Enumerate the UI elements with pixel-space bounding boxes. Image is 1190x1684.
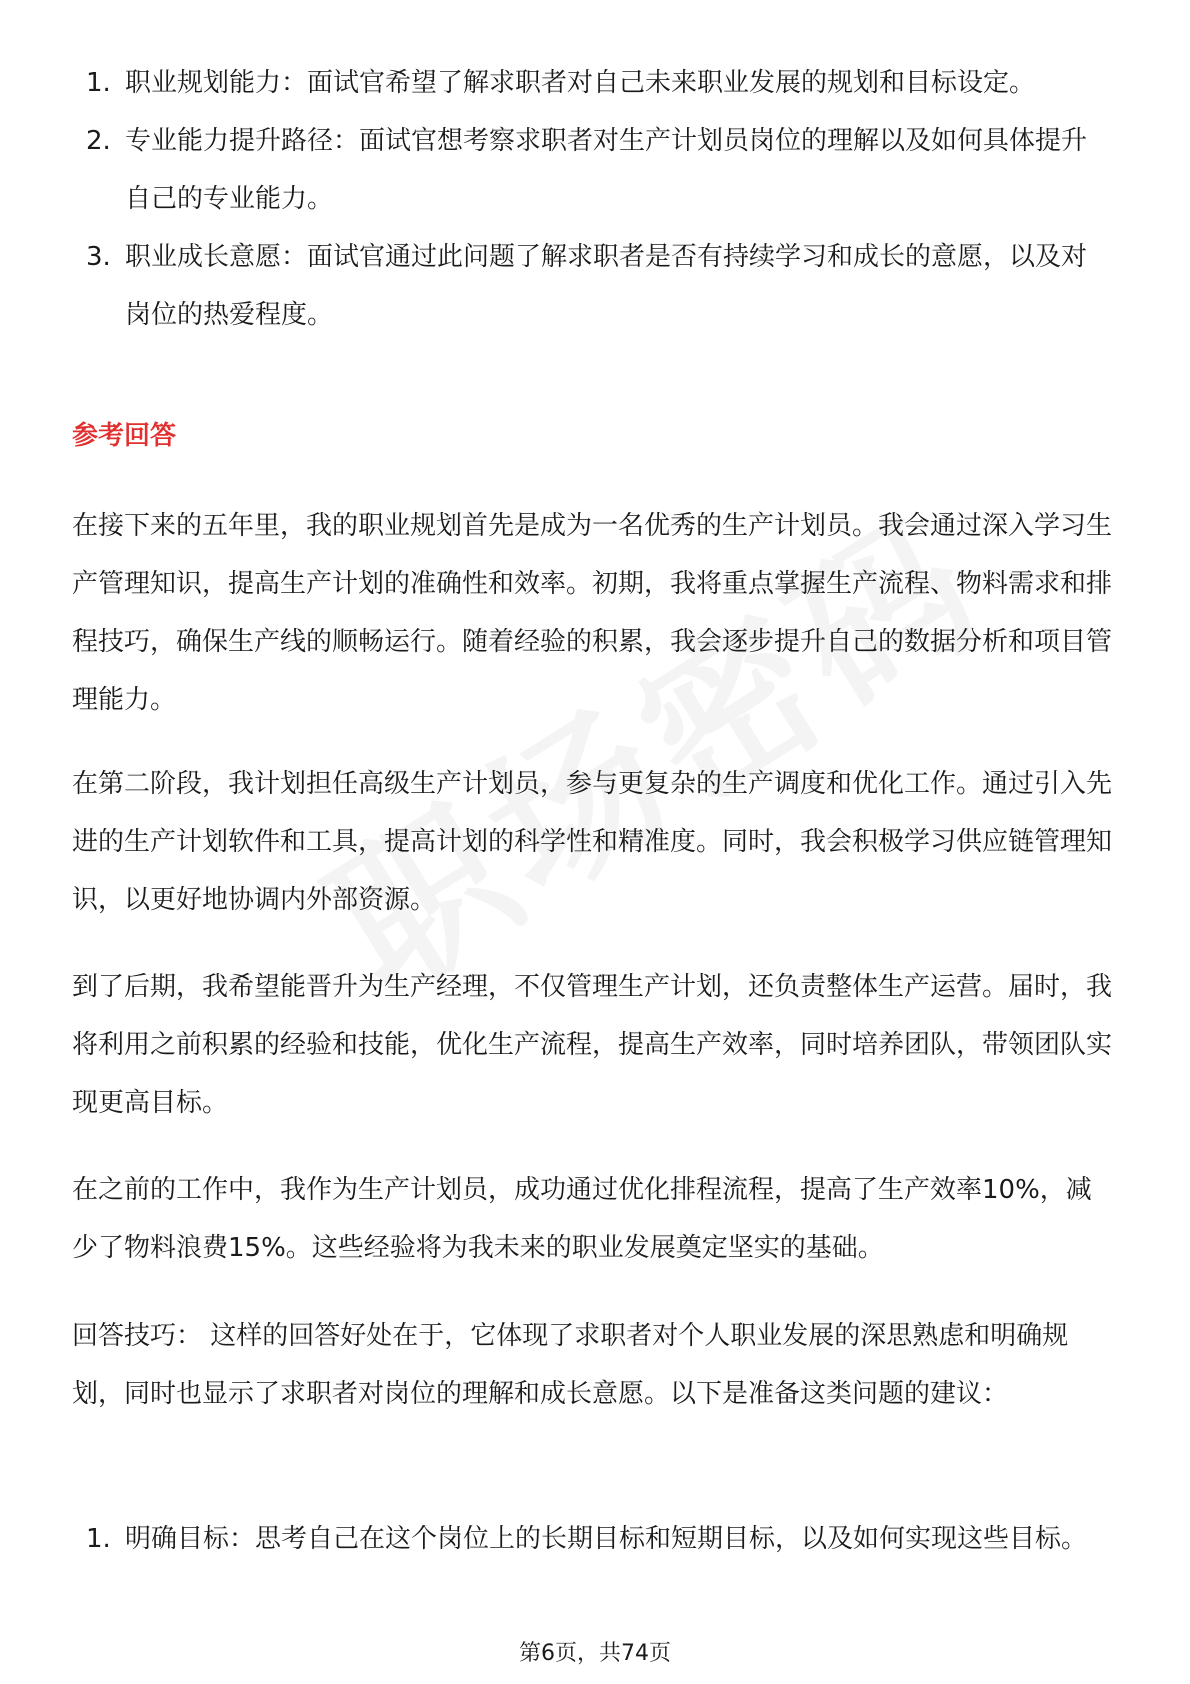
section-heading: 参考回答: [72, 421, 177, 451]
question-intent-list: [72, 54, 1112, 344]
list-number: 3.: [86, 242, 111, 272]
list-item-text: 专业能力提升路径：面试官想考察求职者对生产计划员岗位的理解以及如何具体提升自己的专业能力。: [125, 126, 1088, 214]
list-item-text: 职业成长意愿：面试官通过此问题了解求职者是否有持续学习和成长的意愿，以及对岗位的热爱程度。: [125, 242, 1088, 330]
list-item-text: 职业规划能力：面试官希望了解求职者对自己未来职业发展的规划和目标设定。: [125, 68, 1036, 98]
list-item: [72, 228, 1112, 344]
list-number: 1.: [86, 1524, 111, 1554]
page-footer: 第6页，共74页: [519, 1641, 671, 1666]
list-number: 1.: [86, 68, 111, 98]
answer-paragraph: 在第二阶段，我计划担任高级生产计划员，参与更复杂的生产调度和优化工作。通过引入先进的生产计划软件和工具，提高计划的科学性和精准度。同时，我会积极学习供应链管理知识，以更好地协调内外部资源。: [72, 769, 1113, 915]
list-item: [72, 112, 1112, 228]
list-item: [72, 1510, 1112, 1568]
answer-paragraph: 到了后期，我希望能晋升为生产经理，不仅管理生产计划，还负责整体生产运营。届时，我将利用之前积累的经验和技能，优化生产流程，提高生产效率，同时培养团队，带领团队实现更高目标。: [72, 972, 1113, 1118]
answer-paragraph: 在接下来的五年里，我的职业规划首先是成为一名优秀的生产计划员。我会通过深入学习生产管理知识，提高生产计划的准确性和效率。初期，我将重点掌握生产流程、物料需求和排程技巧，确保生产线的顺畅运行。随着经验的积累，我会逐步提升自己的数据分析和项目管理能力。: [72, 511, 1113, 715]
list-item-text: 明确目标：思考自己在这个岗位上的长期目标和短期目标，以及如何实现这些目标。: [125, 1524, 1088, 1554]
list-item: [72, 54, 1112, 112]
list-number: 2.: [86, 126, 111, 156]
answer-paragraph: 在之前的工作中，我作为生产计划员，成功通过优化排程流程，提高了生产效率10%，减少了物料浪费15%。这些经验将为我未来的职业发展奠定坚实的基础。: [72, 1175, 1092, 1263]
tips-paragraph: 回答技巧： 这样的回答好处在于，它体现了求职者对个人职业发展的深思熟虑和明确规划，同时也显示了求职者对岗位的理解和成长意愿。以下是准备这类问题的建议：: [72, 1321, 1069, 1409]
tips-list: [72, 1510, 1112, 1568]
